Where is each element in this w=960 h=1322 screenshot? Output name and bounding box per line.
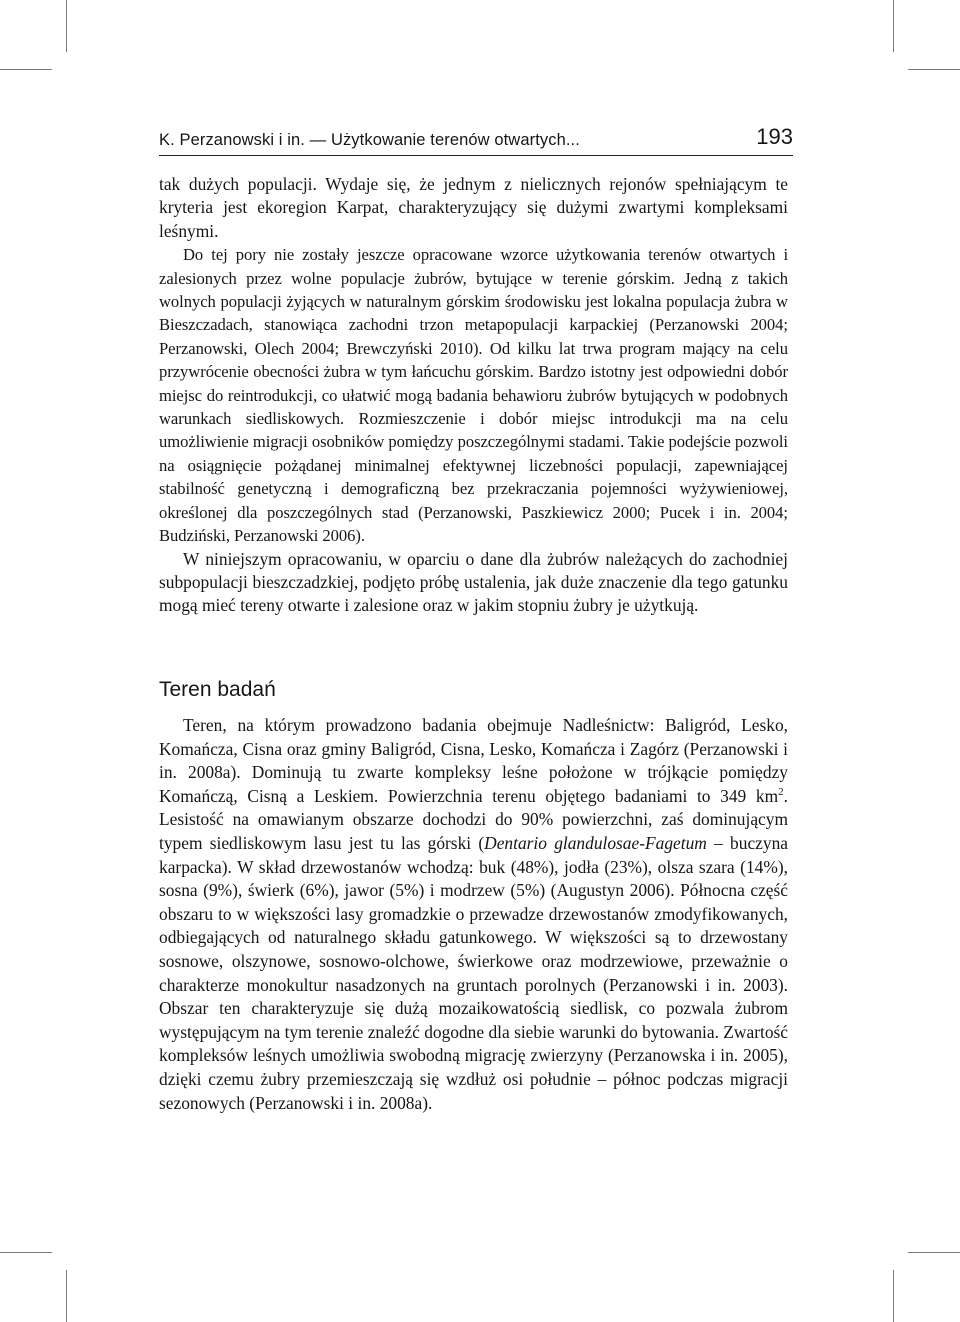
crop-mark-top-right [893,0,894,52]
paragraph-study-area [159,714,788,1115]
crop-mark-bottom-left [66,1270,67,1322]
crop-mark-left-top [0,69,52,70]
page-header [159,124,793,156]
paragraph-continuation: tak dużych populacji. Wydaje się, że jednym z nielicznych rejonów spełniającym te kryteria jest ekoregion Karpat, charakteryzujący się dużymi zwartymi kompleksami leśnymi. [159,174,788,241]
latin-name: Dentario glandulosae-Fagetum [484,832,707,853]
section-title-study-area: Teren badań [159,678,276,701]
crop-mark-bottom-right [893,1270,894,1322]
running-head: K. Perzanowski i in. — Użytkowanie terenów otwartych... [159,131,580,149]
crop-mark-right-bottom [908,1252,960,1253]
superscript: 2 [778,785,784,798]
crop-mark-top-left [66,0,67,52]
crop-mark-right-top [908,69,960,70]
paragraph-population: Do tej pory nie zostały jeszcze opracowane wzorce użytkowania terenów otwartych i zalesionych przez wolne populacje żubrów, bytujące w terenie górskim. Jedną z takich wolnych populacji żyjących w naturalnym górskim środowisku jest lokalna populacja żubra w Bieszczadach, stanowiąca zachodni trzon metapopulacji karpackiej (Perzanowski 2004; Perzanowski, Olech 2004; Brewczyński 2010). Od kilku lat trwa program mający na celu przywrócenie obecności żubra w tym łańcuchu górskim. Bardzo istotny jest odpowiedni dobór miejsc do reintrodukcji, co ułatwić mogą badania behawioru żubrów bytujących w podobnych warunkach siedliskowych. Rozmieszczenie i dobór miejsc introdukcji ma na celu umożliwienie migracji osobników pomiędzy poszczególnymi stadami. Takie podejście pozwoli na osiągnięcie pożądanej minimalnej efektywnej liczebności populacji, zapewniającej stabilność genetyczną i demograficzną bez przekraczania pojemności wyżywieniowej, określonej dla poszczególnych stad (Perzanowski, Paszkiewicz 2000; Pucek i in. 2004; Budziński, Perzanowski 2006). [159,245,788,546]
body-text-intro [159,173,788,618]
body-text-study-area [159,714,788,1115]
header-rule [159,155,793,156]
crop-mark-left-bottom [0,1252,52,1253]
page-number: 193 [756,124,793,149]
paragraph-aim: W niniejszym opracowaniu, w oparciu o dane dla żubrów należących do zachodniej subpopulacji bieszczadzkiej, podjęto próbę ustalenia, jak duże znaczenie dla tego gatunku mogą mieć tereny otwarte i zalesione oraz w jakim stopniu żubry je użytkują. [159,548,788,616]
text-span: . Lesistość na omawianym obszarze dochodzi do 90% powierzchni, zaś dominującym typem siedliskowym lasu jest tu las górski ( [159,785,788,853]
text-span: – buczyna karpacka). W skład drzewostanów wchodzą: buk (48%), jodła (23%), olsza szara (14%), sosna (9%), świerk (6%), jawor (5%) i modrzew (5%) (Augustyn 2006). Północna część obszaru to w większości lasy gromadzkie o przewadze drzewostanów zmodyfikowanych, odbiegających od naturalnego składu gatunkowego. W większości są to drzewostany sosnowe, olszynowe, sosnowo-olchowe, świerkowe oraz modrzewiowe, przeważnie o charakterze monokultur nasadzonych na gruntach porolnych (Perzanowski i in. 2003). Obszar ten charakteryzuje się dużą mozaikowatością siedlisk, co pozwala żubrom występującym na tym terenie znaleźć dogodne dla siebie warunki do bytowania. Zwartość kompleksów leśnych umożliwia swobodną migrację zwierzyny (Perzanowska i in. 2005), dzięki czemu żubry przemieszczają się wzdłuż osi południe – północ podczas migracji sezonowych (Perzanowski i in. 2008a). [159,832,788,1113]
text-span: Teren, na którym prowadzono badania obejmuje Nadleśnictw: Baligród, Lesko, Komańcza, Cisna oraz gminy Baligród, Cisna, Lesko, Komańcza i Zagórz (Perzanowski i in. 2008a). Dominują tu zwarte kompleksy leśne położone w trójkącie pomiędzy Komańczą, Cisną a Leskiem. Powierzchnia terenu objętego badaniami to 349 km [159,715,788,806]
